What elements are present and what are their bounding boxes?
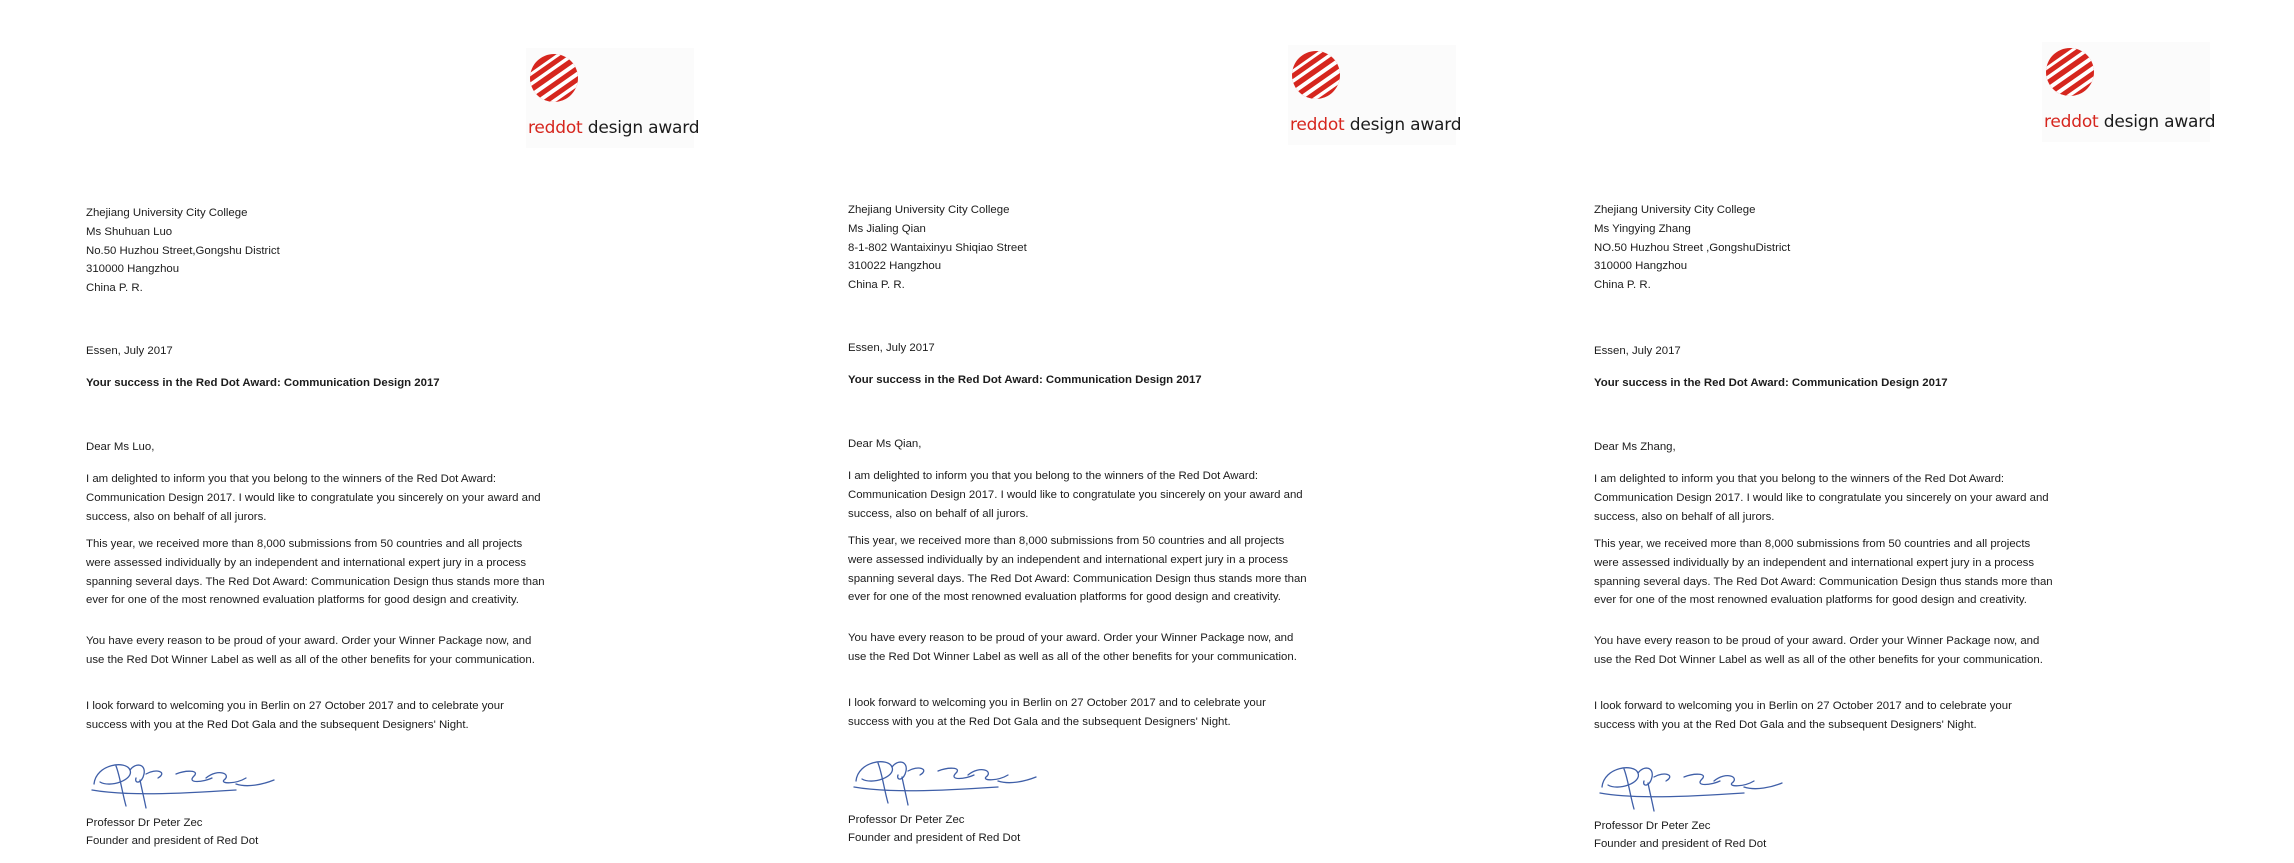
letter-subject: Your success in the Red Dot Award: Communication Design 2017	[1594, 377, 1948, 389]
reddot-logo	[1288, 45, 1462, 145]
paragraph: This year, we received more than 8,000 submissions from 50 countries and all projects were assessed individually by an independent and international expert jury in a process spanning several days. The Red Dot Award: Communication Design thus stands more than ever for one of the most renowned evaluation platforms for good design and creativity.	[86, 538, 545, 607]
address-line: Zhejiang University City College	[848, 204, 1010, 216]
address-line: China P. R.	[1594, 279, 1651, 292]
letter-date: Essen, July 2017	[1594, 345, 1681, 357]
paragraph: You have every reason to be proud of your award. Order your Winner Package now, and use the Red Dot Winner Label as well as all of the other benefits for your communication.	[1594, 635, 2043, 666]
signatory-title: Founder and president of Red Dot	[1594, 838, 1767, 850]
wordmark-rest: design award	[1344, 115, 1462, 135]
signatory-block	[848, 811, 1020, 847]
recipient-address	[848, 201, 1027, 295]
paragraph: This year, we received more than 8,000 submissions from 50 countries and all projects were assessed individually by an independent and international expert jury in a process spanning several days. The Red Dot Award: Communication Design thus stands more than ever for one of the most renowned evaluation platforms for good design and creativity.	[848, 535, 1307, 604]
reddot-wordmark	[1290, 115, 1461, 135]
address-line: Ms Shuhuan Luo	[86, 225, 173, 238]
signatory-block	[1594, 817, 1766, 853]
address-line: NO.50 Huzhou Street ,GongshuDistrict	[1594, 241, 1791, 254]
paragraph: This year, we received more than 8,000 submissions from 50 countries and all projects were assessed individually by an independent and international expert jury in a process spanning several days. The Red Dot Award: Communication Design thus stands more than ever for one of the most renowned evaluation platforms for good design and creativity.	[1594, 538, 2053, 607]
signatory-name: Professor Dr Peter Zec	[848, 814, 965, 826]
wordmark-red: reddot	[528, 118, 583, 138]
red-dot-striped-circle-icon	[528, 52, 580, 104]
address-line: 310000 Hangzhou	[1594, 260, 1688, 273]
recipient-address	[86, 204, 280, 298]
red-dot-striped-circle-icon	[1290, 49, 1342, 101]
award-letter-zhang	[1508, 0, 2216, 860]
address-line: 310000 Hangzhou	[86, 263, 180, 276]
address-line: Zhejiang University City College	[1594, 204, 1756, 216]
address-line: 8-1-802 Wantaixinyu Shiqiao Street	[848, 241, 1027, 254]
letter-greeting: Dear Ms Luo,	[86, 441, 155, 453]
paragraph: I am delighted to inform you that you belong to the winners of the Red Dot Award: Communication Design 2017. I would like to congratulate you sincerely on your award and success, also on behalf of all jurors.	[86, 473, 541, 523]
paragraph: I look forward to welcoming you in Berlin on 27 October 2017 and to celebrate your success with you at the Red Dot Gala and the subsequent Designers' Night.	[848, 697, 1266, 728]
paragraph: You have every reason to be proud of your award. Order your Winner Package now, and use the Red Dot Winner Label as well as all of the other benefits for your communication.	[86, 635, 535, 666]
recipient-address	[1594, 201, 1790, 295]
letter-date: Essen, July 2017	[848, 342, 935, 354]
signatory-title: Founder and president of Red Dot	[86, 835, 259, 847]
wordmark-red: reddot	[2044, 112, 2099, 132]
letter-greeting: Dear Ms Qian,	[848, 438, 922, 450]
address-line: Ms Yingying Zhang	[1594, 222, 1691, 235]
reddot-wordmark	[2044, 112, 2215, 132]
paragraph: I am delighted to inform you that you belong to the winners of the Red Dot Award: Communication Design 2017. I would like to congratulate you sincerely on your award and success, also on behalf of all jurors.	[1594, 473, 2049, 523]
address-line: 310022 Hangzhou	[848, 260, 942, 273]
award-letter-qian	[762, 0, 1462, 860]
signatory-title: Founder and president of Red Dot	[848, 832, 1021, 844]
address-line: Ms Jialing Qian	[848, 222, 926, 235]
letter-date: Essen, July 2017	[86, 345, 173, 357]
address-line: China P. R.	[848, 279, 905, 292]
wordmark-red: reddot	[1290, 115, 1345, 135]
letter-subject: Your success in the Red Dot Award: Communication Design 2017	[86, 377, 440, 389]
letter-greeting: Dear Ms Zhang,	[1594, 441, 1676, 453]
address-line: Zhejiang University City College	[86, 207, 248, 219]
paragraph: I am delighted to inform you that you belong to the winners of the Red Dot Award: Communication Design 2017. I would like to congratulate you sincerely on your award and success, also on behalf of all jurors.	[848, 470, 1303, 520]
wordmark-rest: design award	[2098, 112, 2216, 132]
paragraph: I look forward to welcoming you in Berlin on 27 October 2017 and to celebrate your success with you at the Red Dot Gala and the subsequent Designers' Night.	[86, 700, 504, 731]
handwritten-signature-icon	[1594, 747, 1784, 817]
handwritten-signature-icon	[848, 741, 1038, 811]
award-letter-luo	[0, 0, 700, 863]
reddot-wordmark	[528, 118, 699, 138]
address-line: China P. R.	[86, 282, 143, 295]
reddot-logo	[526, 48, 700, 148]
wordmark-rest: design award	[582, 118, 700, 138]
letter-subject: Your success in the Red Dot Award: Communication Design 2017	[848, 374, 1202, 386]
reddot-logo	[2042, 42, 2216, 142]
handwritten-signature-icon	[86, 744, 276, 814]
signatory-name: Professor Dr Peter Zec	[1594, 820, 1711, 832]
address-line: No.50 Huzhou Street,Gongshu District	[86, 244, 280, 257]
paragraph: I look forward to welcoming you in Berlin on 27 October 2017 and to celebrate your success with you at the Red Dot Gala and the subsequent Designers' Night.	[1594, 700, 2012, 731]
red-dot-striped-circle-icon	[2044, 46, 2096, 98]
paragraph: You have every reason to be proud of your award. Order your Winner Package now, and use the Red Dot Winner Label as well as all of the other benefits for your communication.	[848, 632, 1297, 663]
signatory-block	[86, 814, 258, 850]
signatory-name: Professor Dr Peter Zec	[86, 817, 203, 829]
